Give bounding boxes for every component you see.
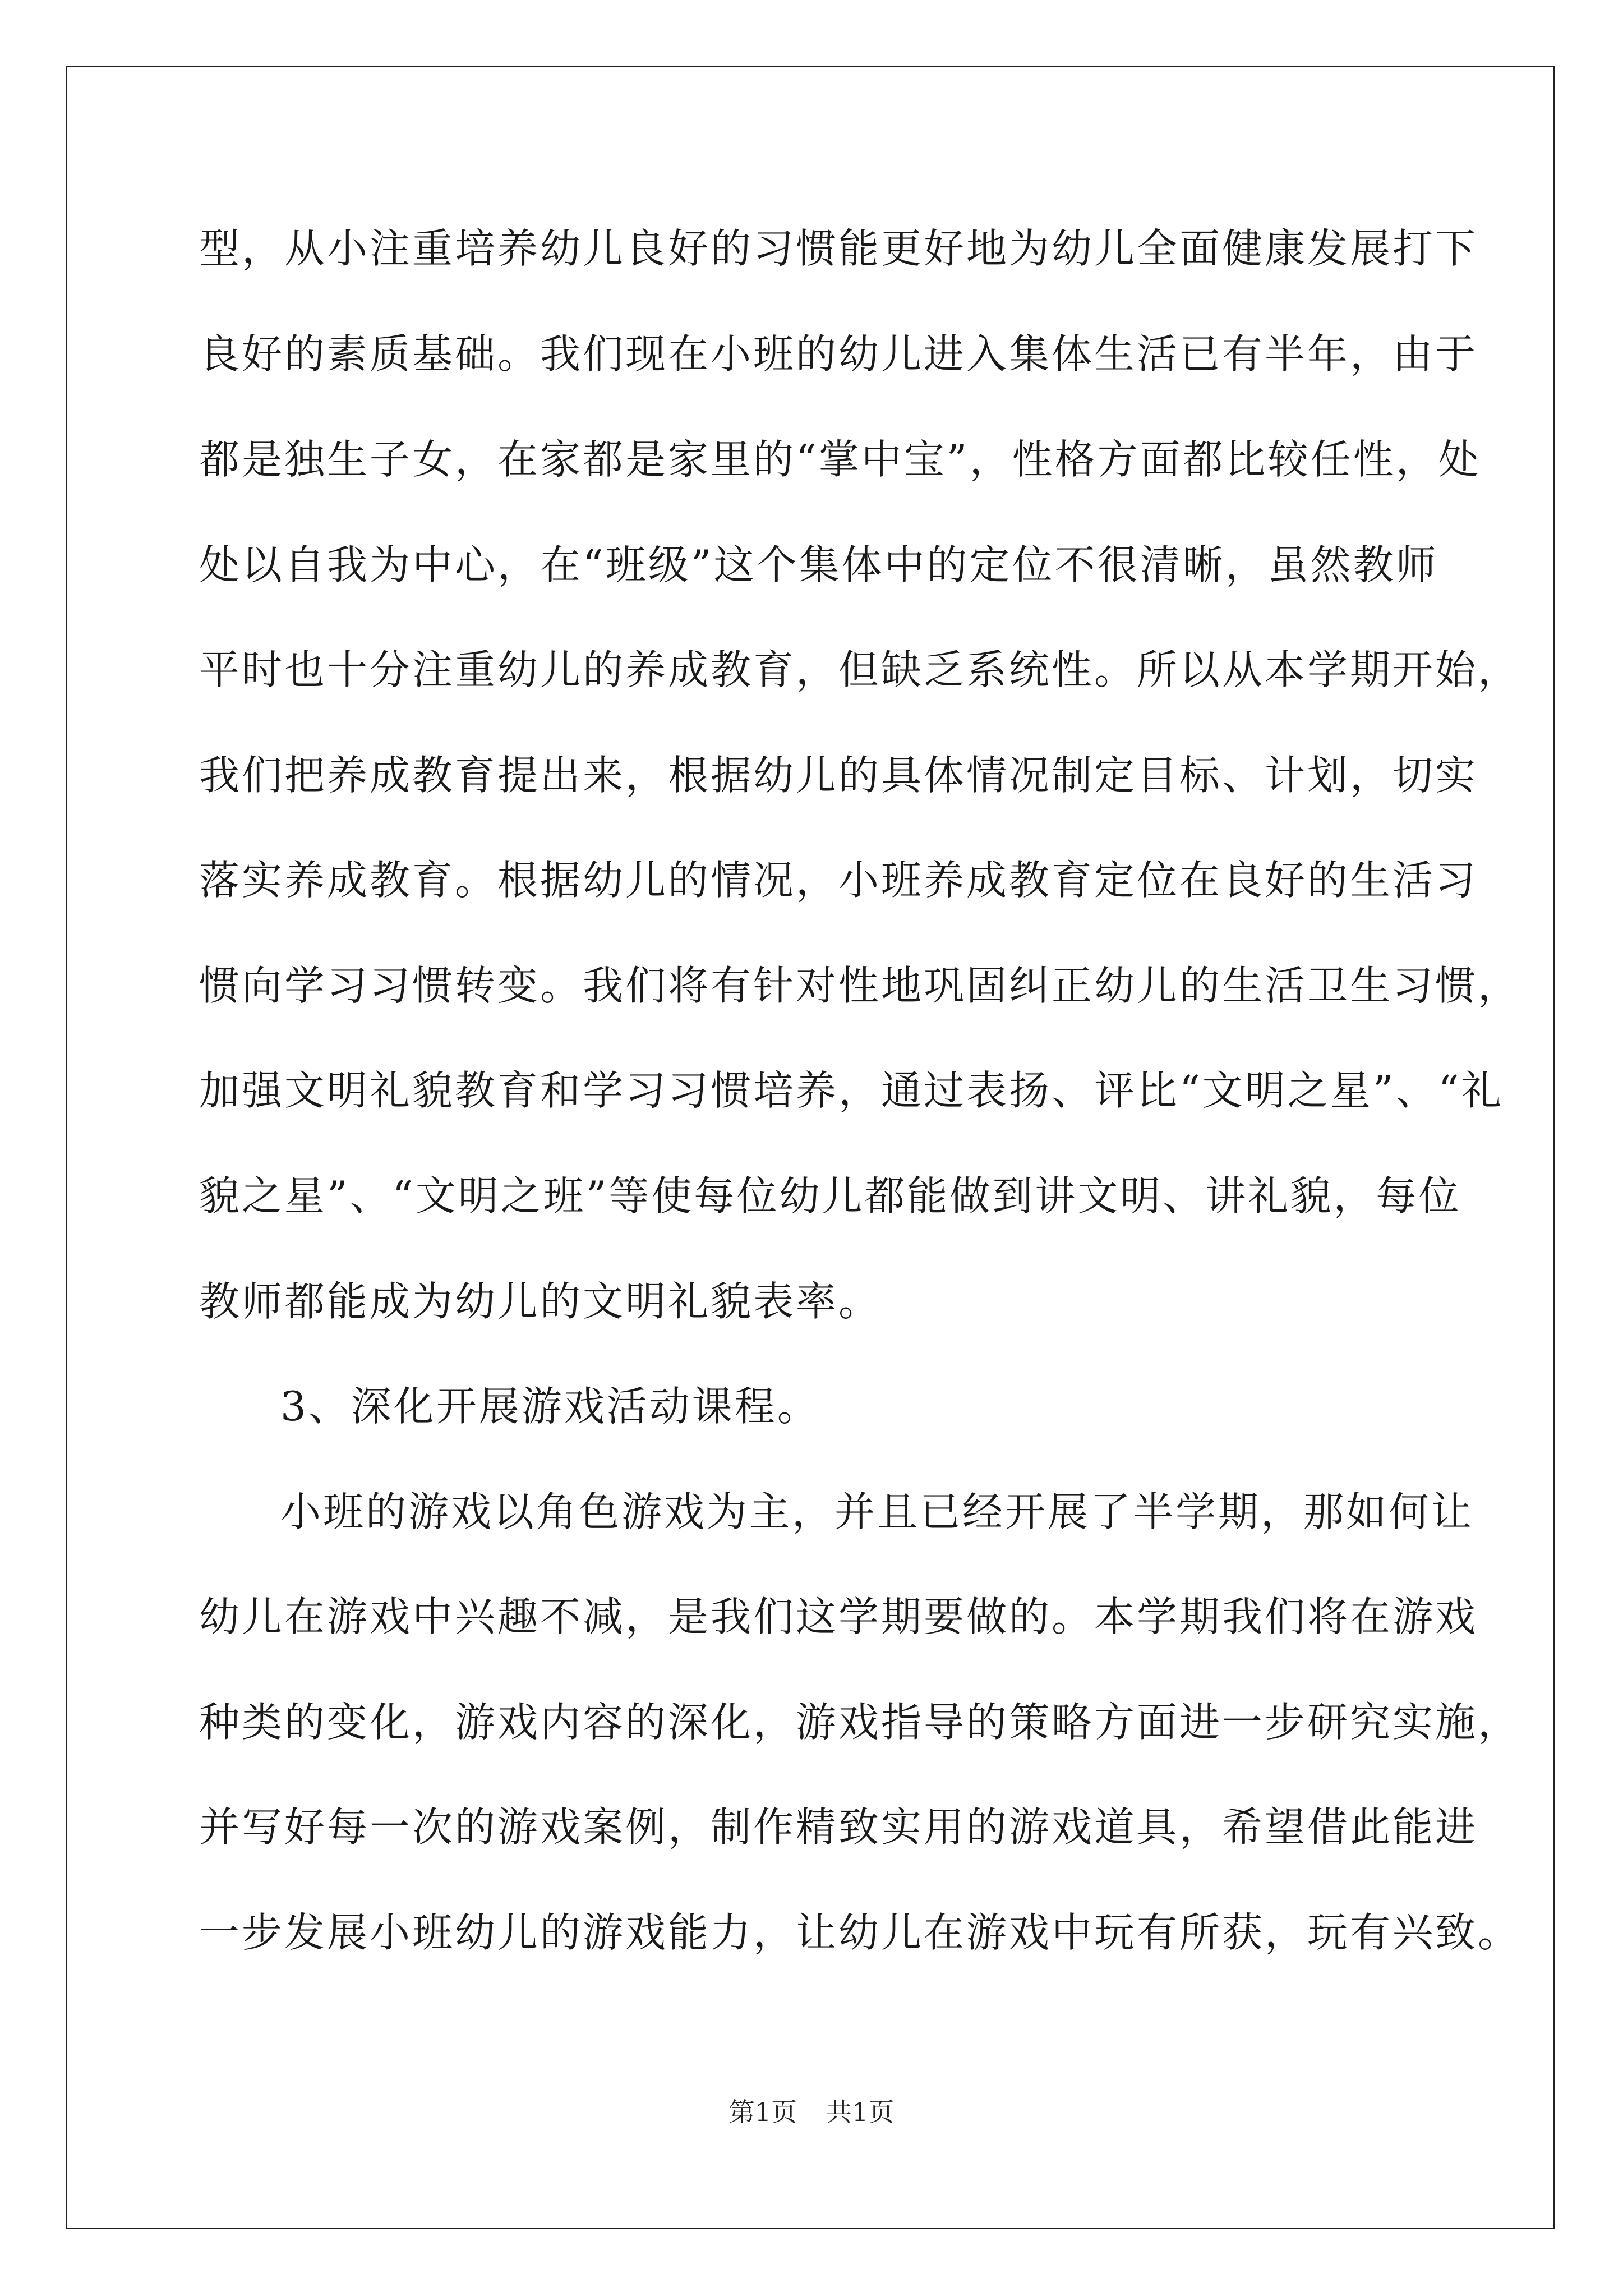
text-line: 型，从小注重培养幼儿良好的习惯能更好地为幼儿全面健康发展打下	[199, 225, 1478, 272]
text-line: 我们把养成教育提出来，根据幼儿的具体情况制定目标、计划，切实	[199, 752, 1478, 799]
text-line: 一步发展小班幼儿的游戏能力，让幼儿在游戏中玩有所获，玩有兴致。	[199, 1909, 1521, 1956]
section-heading: 3、深化开展游戏活动课程。	[280, 1383, 820, 1430]
text-line: 幼儿在游戏中兴趣不减，是我们这学期要做的。本学期我们将在游戏	[199, 1593, 1478, 1640]
text-line: 处以自我为中心，在“班级”这个集体中的定位不很清晰，虽然教师	[199, 541, 1438, 588]
text-line: 都是独生子女，在家都是家里的“掌中宝”，性格方面都比较任性，处	[199, 436, 1481, 483]
page-border	[66, 66, 1555, 2229]
page-total: 共1页	[826, 2097, 895, 2127]
text-line: 貌之星”、“文明之班”等使每位幼儿都能做到讲文明、讲礼貌，每位	[199, 1172, 1461, 1220]
text-line: 平时也十分注重幼儿的养成教育，但缺乏系统性。所以从本学期开始，	[199, 646, 1521, 693]
text-line: 加强文明礼貌教育和学习习惯培养，通过表扬、评比“文明之星”、“礼	[199, 1067, 1504, 1114]
page-footer	[0, 2095, 1623, 2129]
text-line: 教师都能成为幼儿的文明礼貌表率。	[199, 1278, 882, 1325]
page-number: 第1页	[728, 2097, 797, 2127]
text-line: 落实养成教育。根据幼儿的情况，小班养成教育定位在良好的生活习	[199, 857, 1478, 904]
text-line: 小班的游戏以角色游戏为主，并且已经开展了半学期，那如何让	[280, 1488, 1474, 1535]
text-line: 并写好每一次的游戏案例，制作精致实用的游戏道具，希望借此能进	[199, 1803, 1478, 1851]
text-line: 良好的素质基础。我们现在小班的幼儿进入集体生活已有半年，由于	[199, 330, 1478, 378]
text-line: 种类的变化，游戏内容的深化，游戏指导的策略方面进一步研究实施，	[199, 1699, 1521, 1746]
text-line: 惯向学习习惯转变。我们将有针对性地巩固纠正幼儿的生活卫生习惯，	[199, 962, 1521, 1009]
